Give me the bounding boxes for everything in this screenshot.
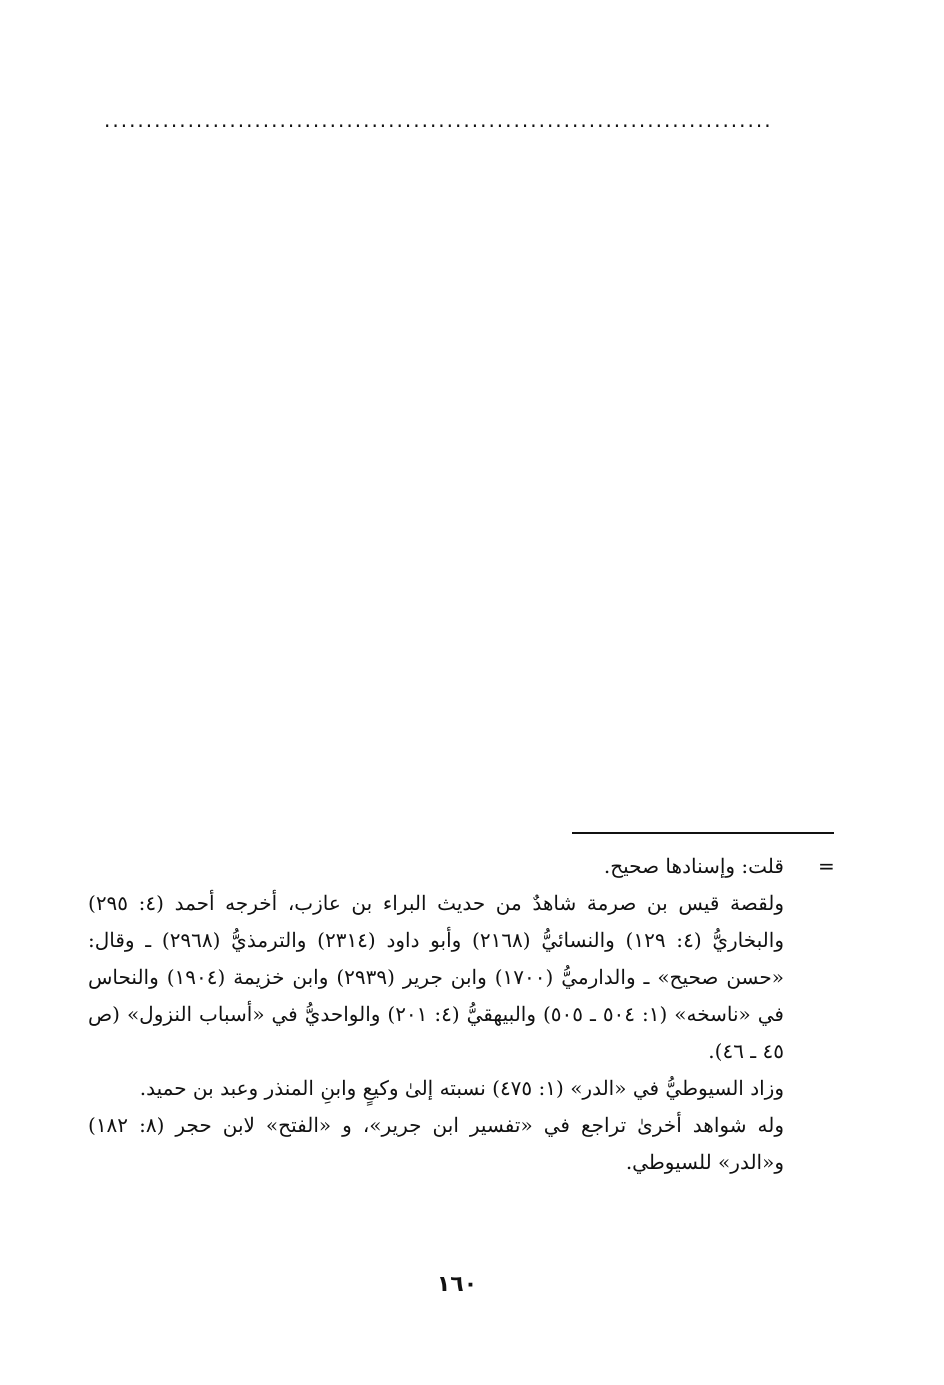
footnote-text — [88, 848, 784, 1181]
footnote-paragraph: ولقصة قيس بن صرمة شاهدٌ من حديث البراء بن عازب، أخرجه أحمد (٤: ٢٩٥) والبخاريُّ (٤: ١٢٩) والنسائيُّ (٢١٦٨) وأبو داود (٢٣١٤) والترمذيُّ (٢٩٦٨) ـ وقال: «حسن صحيح» ـ والدارميُّ (١٧٠٠) وابن جرير (٢٩٣٩) وابن خزيمة (١٩٠٤) والنحاس في «ناسخه» (١: ٥٠٤ ـ ٥٠٥) والبيهقيُّ (٤: ٢٠١) والواحديُّ في «أسباب النزول» (ص ٤٥ ـ ٤٦). — [88, 891, 784, 1063]
footnote-paragraph: قلت: وإسنادها صحيح. — [603, 854, 784, 878]
page-number: ١٦٠ — [436, 1272, 478, 1297]
section-separator-dots: ................................................................................ — [104, 108, 773, 132]
footnote-paragraph: وزاد السيوطيُّ في «الدر» (١: ٤٧٥) نسبته إلىٰ وكيعٍ وابنِ المنذر وعبد بن حميد. — [139, 1076, 784, 1100]
footnote-rule — [572, 832, 834, 834]
footnote-continuation-mark: = — [818, 854, 835, 878]
footnote-paragraph: وله شواهد أخرىٰ تراجع في «تفسير ابن جرير»، و «الفتح» لابن حجر (٨: ١٨٢) و«الدر» للسيوطي. — [88, 1113, 784, 1174]
